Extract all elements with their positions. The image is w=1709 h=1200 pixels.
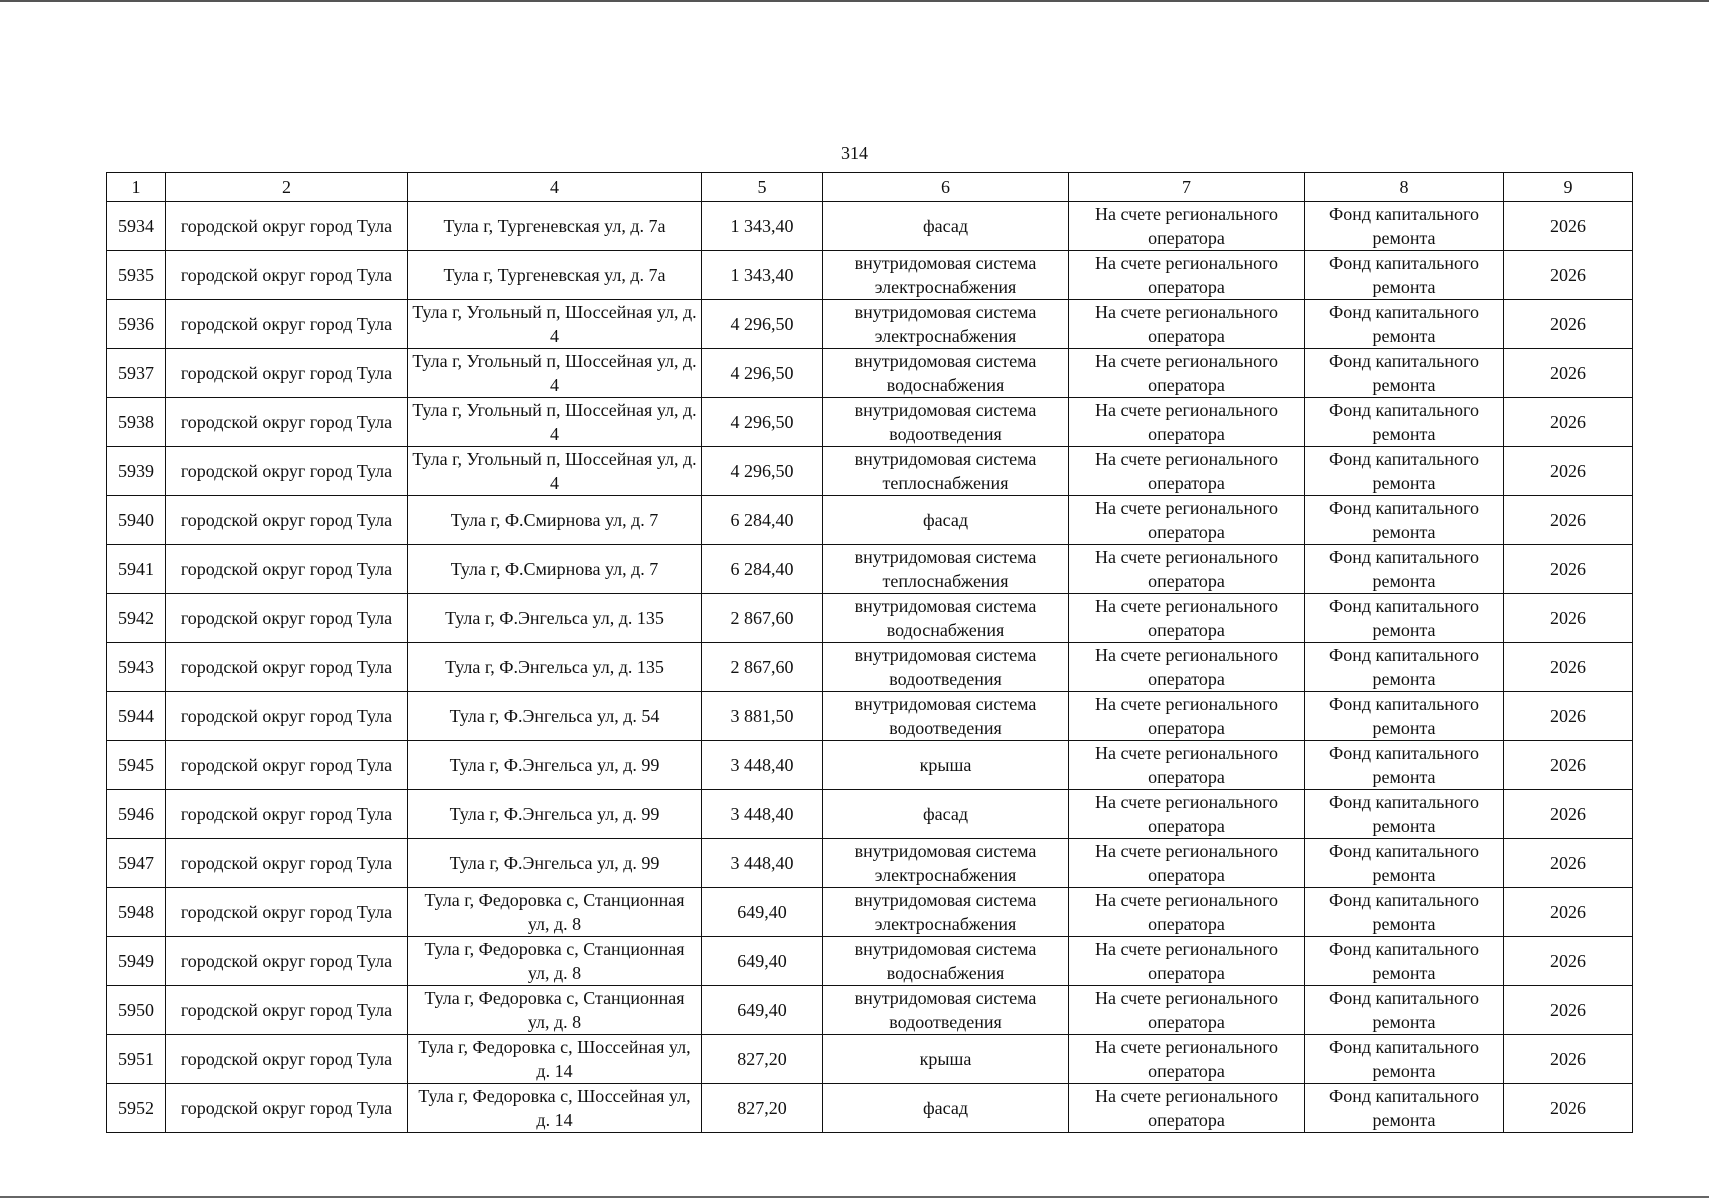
address-cell: Тула г, Угольный п, Шоссейная ул, д. 4 bbox=[408, 349, 702, 398]
column-header: 4 bbox=[408, 173, 702, 202]
table-row bbox=[107, 545, 1633, 594]
column-header: 9 bbox=[1504, 173, 1633, 202]
year-cell: 2026 bbox=[1504, 986, 1633, 1035]
address-cell: Тула г, Федоровка с, Шоссейная ул, д. 14 bbox=[408, 1084, 702, 1133]
funding-cell: Фонд капитального ремонта bbox=[1305, 1084, 1504, 1133]
row-number: 5948 bbox=[107, 888, 166, 937]
table-row bbox=[107, 692, 1633, 741]
year-cell: 2026 bbox=[1504, 251, 1633, 300]
work-type-cell: внутридомовая система водоснабжения bbox=[823, 594, 1069, 643]
address-cell: Тула г, Ф.Энгельса ул, д. 99 bbox=[408, 790, 702, 839]
funding-cell: Фонд капитального ремонта bbox=[1305, 496, 1504, 545]
area-cell: 4 296,50 bbox=[702, 447, 823, 496]
table-row bbox=[107, 349, 1633, 398]
municipality-cell: городской округ город Тула bbox=[166, 1035, 408, 1084]
address-cell: Тула г, Ф.Энгельса ул, д. 99 bbox=[408, 839, 702, 888]
row-number: 5940 bbox=[107, 496, 166, 545]
funding-cell: Фонд капитального ремонта bbox=[1305, 545, 1504, 594]
account-cell: На счете регионального оператора bbox=[1069, 594, 1305, 643]
row-number: 5951 bbox=[107, 1035, 166, 1084]
municipality-cell: городской округ город Тула bbox=[166, 986, 408, 1035]
area-cell: 3 448,40 bbox=[702, 790, 823, 839]
row-number: 5949 bbox=[107, 937, 166, 986]
account-cell: На счете регионального оператора bbox=[1069, 986, 1305, 1035]
table-row bbox=[107, 839, 1633, 888]
work-type-cell: внутридомовая система электроснабжения bbox=[823, 888, 1069, 937]
row-number: 5952 bbox=[107, 1084, 166, 1133]
work-type-cell: фасад bbox=[823, 1084, 1069, 1133]
municipality-cell: городской округ город Тула bbox=[166, 594, 408, 643]
area-cell: 2 867,60 bbox=[702, 594, 823, 643]
municipality-cell: городской округ город Тула bbox=[166, 300, 408, 349]
year-cell: 2026 bbox=[1504, 496, 1633, 545]
funding-cell: Фонд капитального ремонта bbox=[1305, 398, 1504, 447]
year-cell: 2026 bbox=[1504, 349, 1633, 398]
account-cell: На счете регионального оператора bbox=[1069, 1035, 1305, 1084]
municipality-cell: городской округ город Тула bbox=[166, 692, 408, 741]
account-cell: На счете регионального оператора bbox=[1069, 349, 1305, 398]
area-cell: 3 448,40 bbox=[702, 741, 823, 790]
page-edge-bottom bbox=[0, 1196, 1709, 1198]
column-header: 7 bbox=[1069, 173, 1305, 202]
row-number: 5934 bbox=[107, 202, 166, 251]
year-cell: 2026 bbox=[1504, 888, 1633, 937]
funding-cell: Фонд капитального ремонта bbox=[1305, 349, 1504, 398]
table-row bbox=[107, 398, 1633, 447]
work-type-cell: фасад bbox=[823, 202, 1069, 251]
municipality-cell: городской округ город Тула bbox=[166, 398, 408, 447]
address-cell: Тула г, Угольный п, Шоссейная ул, д. 4 bbox=[408, 398, 702, 447]
year-cell: 2026 bbox=[1504, 1084, 1633, 1133]
row-number: 5943 bbox=[107, 643, 166, 692]
municipality-cell: городской округ город Тула bbox=[166, 790, 408, 839]
municipality-cell: городской округ город Тула bbox=[166, 202, 408, 251]
work-type-cell: фасад bbox=[823, 496, 1069, 545]
account-cell: На счете регионального оператора bbox=[1069, 643, 1305, 692]
column-header: 2 bbox=[166, 173, 408, 202]
table-row bbox=[107, 251, 1633, 300]
address-cell: Тула г, Тургеневская ул, д. 7а bbox=[408, 202, 702, 251]
table-row bbox=[107, 937, 1633, 986]
table-row bbox=[107, 1084, 1633, 1133]
municipality-cell: городской округ город Тула bbox=[166, 741, 408, 790]
area-cell: 649,40 bbox=[702, 937, 823, 986]
account-cell: На счете регионального оператора bbox=[1069, 447, 1305, 496]
area-cell: 3 881,50 bbox=[702, 692, 823, 741]
row-number: 5936 bbox=[107, 300, 166, 349]
row-number: 5944 bbox=[107, 692, 166, 741]
row-number: 5950 bbox=[107, 986, 166, 1035]
account-cell: На счете регионального оператора bbox=[1069, 692, 1305, 741]
year-cell: 2026 bbox=[1504, 545, 1633, 594]
table-row bbox=[107, 300, 1633, 349]
work-type-cell: внутридомовая система водоотведения bbox=[823, 398, 1069, 447]
funding-cell: Фонд капитального ремонта bbox=[1305, 839, 1504, 888]
year-cell: 2026 bbox=[1504, 839, 1633, 888]
municipality-cell: городской округ город Тула bbox=[166, 496, 408, 545]
row-number: 5941 bbox=[107, 545, 166, 594]
funding-cell: Фонд капитального ремонта bbox=[1305, 741, 1504, 790]
column-header: 8 bbox=[1305, 173, 1504, 202]
funding-cell: Фонд капитального ремонта bbox=[1305, 202, 1504, 251]
table-row bbox=[107, 594, 1633, 643]
work-type-cell: крыша bbox=[823, 1035, 1069, 1084]
area-cell: 3 448,40 bbox=[702, 839, 823, 888]
table-row bbox=[107, 643, 1633, 692]
column-header: 5 bbox=[702, 173, 823, 202]
account-cell: На счете регионального оператора bbox=[1069, 839, 1305, 888]
work-type-cell: внутридомовая система водоснабжения bbox=[823, 349, 1069, 398]
row-number: 5935 bbox=[107, 251, 166, 300]
table-row bbox=[107, 986, 1633, 1035]
area-cell: 827,20 bbox=[702, 1084, 823, 1133]
account-cell: На счете регионального оператора bbox=[1069, 545, 1305, 594]
municipality-cell: городской округ город Тула bbox=[166, 1084, 408, 1133]
address-cell: Тула г, Ф.Смирнова ул, д. 7 bbox=[408, 496, 702, 545]
table-row bbox=[107, 741, 1633, 790]
area-cell: 827,20 bbox=[702, 1035, 823, 1084]
address-cell: Тула г, Угольный п, Шоссейная ул, д. 4 bbox=[408, 300, 702, 349]
funding-cell: Фонд капитального ремонта bbox=[1305, 1035, 1504, 1084]
address-cell: Тула г, Федоровка с, Шоссейная ул, д. 14 bbox=[408, 1035, 702, 1084]
municipality-cell: городской округ город Тула bbox=[166, 447, 408, 496]
work-type-cell: фасад bbox=[823, 790, 1069, 839]
column-header: 1 bbox=[107, 173, 166, 202]
address-cell: Тула г, Федоровка с, Станционная ул, д. 8 bbox=[408, 986, 702, 1035]
municipality-cell: городской округ город Тула bbox=[166, 888, 408, 937]
account-cell: На счете регионального оператора bbox=[1069, 888, 1305, 937]
work-type-cell: внутридомовая система электроснабжения bbox=[823, 839, 1069, 888]
work-type-cell: внутридомовая система водоотведения bbox=[823, 643, 1069, 692]
funding-cell: Фонд капитального ремонта bbox=[1305, 643, 1504, 692]
address-cell: Тула г, Ф.Энгельса ул, д. 135 bbox=[408, 643, 702, 692]
area-cell: 6 284,40 bbox=[702, 496, 823, 545]
year-cell: 2026 bbox=[1504, 447, 1633, 496]
table-row bbox=[107, 1035, 1633, 1084]
address-cell: Тула г, Ф.Энгельса ул, д. 54 bbox=[408, 692, 702, 741]
municipality-cell: городской округ город Тула bbox=[166, 839, 408, 888]
area-cell: 1 343,40 bbox=[702, 251, 823, 300]
area-cell: 6 284,40 bbox=[702, 545, 823, 594]
address-cell: Тула г, Угольный п, Шоссейная ул, д. 4 bbox=[408, 447, 702, 496]
area-cell: 4 296,50 bbox=[702, 398, 823, 447]
account-cell: На счете регионального оператора bbox=[1069, 937, 1305, 986]
account-cell: На счете регионального оператора bbox=[1069, 251, 1305, 300]
area-cell: 4 296,50 bbox=[702, 300, 823, 349]
municipality-cell: городской округ город Тула bbox=[166, 349, 408, 398]
work-type-cell: крыша bbox=[823, 741, 1069, 790]
work-type-cell: внутридомовая система теплоснабжения bbox=[823, 447, 1069, 496]
year-cell: 2026 bbox=[1504, 643, 1633, 692]
row-number: 5945 bbox=[107, 741, 166, 790]
funding-cell: Фонд капитального ремонта bbox=[1305, 692, 1504, 741]
funding-cell: Фонд капитального ремонта bbox=[1305, 300, 1504, 349]
work-type-cell: внутридомовая система теплоснабжения bbox=[823, 545, 1069, 594]
work-type-cell: внутридомовая система водоотведения bbox=[823, 986, 1069, 1035]
year-cell: 2026 bbox=[1504, 300, 1633, 349]
area-cell: 649,40 bbox=[702, 888, 823, 937]
account-cell: На счете регионального оператора bbox=[1069, 1084, 1305, 1133]
work-type-cell: внутридомовая система водоотведения bbox=[823, 692, 1069, 741]
funding-cell: Фонд капитального ремонта bbox=[1305, 937, 1504, 986]
account-cell: На счете регионального оператора bbox=[1069, 398, 1305, 447]
capital-repair-table bbox=[106, 172, 1633, 1133]
area-cell: 649,40 bbox=[702, 986, 823, 1035]
table-row bbox=[107, 496, 1633, 545]
table-row bbox=[107, 447, 1633, 496]
page-number: 314 bbox=[841, 143, 868, 163]
year-cell: 2026 bbox=[1504, 594, 1633, 643]
year-cell: 2026 bbox=[1504, 398, 1633, 447]
funding-cell: Фонд капитального ремонта bbox=[1305, 790, 1504, 839]
row-number: 5947 bbox=[107, 839, 166, 888]
municipality-cell: городской округ город Тула bbox=[166, 251, 408, 300]
account-cell: На счете регионального оператора bbox=[1069, 202, 1305, 251]
account-cell: На счете регионального оператора bbox=[1069, 790, 1305, 839]
table-row bbox=[107, 888, 1633, 937]
year-cell: 2026 bbox=[1504, 692, 1633, 741]
work-type-cell: внутридомовая система электроснабжения bbox=[823, 251, 1069, 300]
row-number: 5938 bbox=[107, 398, 166, 447]
funding-cell: Фонд капитального ремонта bbox=[1305, 594, 1504, 643]
year-cell: 2026 bbox=[1504, 202, 1633, 251]
account-cell: На счете регионального оператора bbox=[1069, 496, 1305, 545]
work-type-cell: внутридомовая система электроснабжения bbox=[823, 300, 1069, 349]
year-cell: 2026 bbox=[1504, 1035, 1633, 1084]
row-number: 5937 bbox=[107, 349, 166, 398]
funding-cell: Фонд капитального ремонта bbox=[1305, 447, 1504, 496]
municipality-cell: городской округ город Тула bbox=[166, 643, 408, 692]
address-cell: Тула г, Ф.Смирнова ул, д. 7 bbox=[408, 545, 702, 594]
table-row bbox=[107, 790, 1633, 839]
address-cell: Тула г, Ф.Энгельса ул, д. 99 bbox=[408, 741, 702, 790]
area-cell: 2 867,60 bbox=[702, 643, 823, 692]
page-edge-top bbox=[0, 0, 1709, 2]
funding-cell: Фонд капитального ремонта bbox=[1305, 986, 1504, 1035]
address-cell: Тула г, Федоровка с, Станционная ул, д. 8 bbox=[408, 937, 702, 986]
address-cell: Тула г, Тургеневская ул, д. 7а bbox=[408, 251, 702, 300]
address-cell: Тула г, Федоровка с, Станционная ул, д. 8 bbox=[408, 888, 702, 937]
row-number: 5939 bbox=[107, 447, 166, 496]
account-cell: На счете регионального оператора bbox=[1069, 300, 1305, 349]
account-cell: На счете регионального оператора bbox=[1069, 741, 1305, 790]
year-cell: 2026 bbox=[1504, 790, 1633, 839]
area-cell: 4 296,50 bbox=[702, 349, 823, 398]
row-number: 5946 bbox=[107, 790, 166, 839]
funding-cell: Фонд капитального ремонта bbox=[1305, 251, 1504, 300]
municipality-cell: городской округ город Тула bbox=[166, 545, 408, 594]
funding-cell: Фонд капитального ремонта bbox=[1305, 888, 1504, 937]
column-header: 6 bbox=[823, 173, 1069, 202]
year-cell: 2026 bbox=[1504, 937, 1633, 986]
municipality-cell: городской округ город Тула bbox=[166, 937, 408, 986]
address-cell: Тула г, Ф.Энгельса ул, д. 135 bbox=[408, 594, 702, 643]
header-row bbox=[107, 173, 1633, 202]
area-cell: 1 343,40 bbox=[702, 202, 823, 251]
table-row bbox=[107, 202, 1633, 251]
row-number: 5942 bbox=[107, 594, 166, 643]
year-cell: 2026 bbox=[1504, 741, 1633, 790]
work-type-cell: внутридомовая система водоснабжения bbox=[823, 937, 1069, 986]
